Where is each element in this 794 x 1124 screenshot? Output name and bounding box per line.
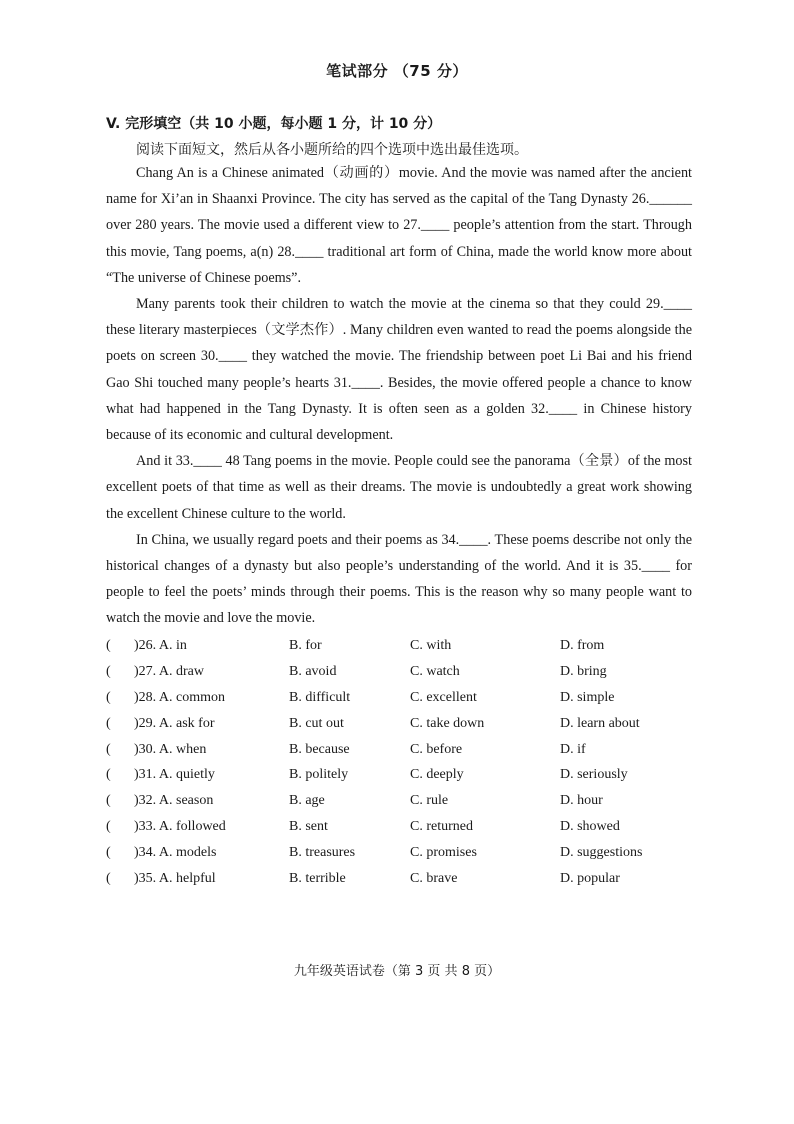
answer-blank[interactable]: (	[106, 819, 111, 835]
option-d: D. suggestions	[560, 845, 643, 861]
question-row	[106, 738, 706, 764]
passage-paragraph: Many parents took their children to watch the movie at the cinema so that they could 29.____ these literary masterpieces（文学杰作）. Many children even wanted to read the poems alongside the poets on screen 30.____ they watched the movie. The friendship between poet Li Bai and his friend Gao Shi touched many people’s hearts 31.____. Besides, the movie offered people a chance to know what had happened in the Tang Dynasty. It is often seen as a golden 32.____ in Chinese history because of its economic and cultural development.	[106, 296, 692, 444]
answer-blank[interactable]: (	[106, 767, 111, 783]
answer-blank[interactable]: (	[106, 638, 111, 653]
question-row	[106, 634, 706, 660]
question-row	[106, 867, 706, 893]
passage-paragraph: And it 33.____ 48 Tang poems in the movie. People could see the panorama（全景）of the most excellent poets of that time as well as their dreams. The movie is undoubtedly a great work showing the excellent Chinese culture to the world.	[106, 453, 692, 522]
option-c: C. promises	[410, 845, 477, 861]
answer-blank[interactable]: (	[106, 741, 111, 757]
option-a: )32. A. season	[134, 793, 214, 809]
section-title: V. 完形填空（共 10 小题，每小题 1 分，计 10 分）	[106, 116, 442, 132]
option-d: D. simple	[560, 689, 615, 705]
answer-blank[interactable]: (	[106, 689, 111, 705]
option-d: D. learn about	[560, 715, 640, 731]
option-b: B. because	[289, 741, 350, 757]
question-row	[106, 712, 706, 738]
option-c: C. with	[410, 638, 452, 653]
option-b: B. difficult	[289, 689, 351, 705]
option-d: D. popular	[560, 871, 620, 887]
option-b: B. age	[289, 793, 325, 809]
option-d: D. showed	[560, 819, 620, 835]
option-b: B. politely	[289, 767, 349, 783]
question-row	[106, 815, 706, 841]
option-a: )30. A. when	[134, 741, 207, 757]
option-c: C. returned	[410, 819, 473, 835]
option-c: C. watch	[410, 663, 460, 679]
question-row	[106, 789, 706, 815]
option-d: D. from	[560, 638, 605, 653]
question-row	[106, 841, 706, 867]
option-b: B. sent	[289, 819, 328, 835]
option-a: )29. A. ask for	[134, 715, 215, 731]
option-c: C. excellent	[410, 689, 477, 705]
option-c: C. take down	[410, 715, 485, 731]
option-d: D. hour	[560, 793, 603, 809]
option-c: C. deeply	[410, 767, 464, 783]
answer-blank[interactable]: (	[106, 845, 111, 861]
passage-paragraph: In China, we usually regard poets and their poems as 34.____. These poems describe not only the historical changes of a dynasty but also people’s understanding of the world. And it is 35.____ for people to feel the poets’ minds through their poems. This is the reason why so many people want to watch the movie and love the movie.	[106, 531, 692, 627]
option-a: )28. A. common	[134, 689, 225, 705]
option-b: B. treasures	[289, 845, 356, 861]
option-d: D. bring	[560, 663, 607, 679]
option-b: B. cut out	[289, 715, 344, 731]
question-row	[106, 660, 706, 686]
option-d: D. seriously	[560, 767, 628, 783]
answer-blank[interactable]: (	[106, 871, 111, 887]
answer-blank[interactable]: (	[106, 793, 111, 809]
question-row	[106, 763, 706, 789]
option-c: C. brave	[410, 871, 458, 887]
option-a: )27. A. draw	[134, 663, 204, 679]
cloze-passage	[106, 160, 692, 632]
option-a: )31. A. quietly	[134, 767, 215, 783]
page-footer: 九年级英语试卷（第 3 页 共 8 页）	[293, 964, 501, 979]
option-d: D. if	[560, 741, 586, 757]
option-c: C. rule	[410, 793, 449, 809]
option-c: C. before	[410, 741, 463, 757]
answer-blank[interactable]: (	[106, 715, 111, 731]
option-b: B. avoid	[289, 663, 337, 679]
question-row	[106, 686, 706, 712]
option-b: B. for	[289, 638, 322, 653]
question-options	[106, 634, 706, 893]
section-instructions: 阅读下面短文，然后从各小题所给的四个选项中选出最佳选项。	[136, 142, 528, 158]
page-title: 笔试部分 （75 分）	[326, 62, 468, 80]
option-a: )33. A. followed	[134, 819, 226, 835]
option-a: )34. A. models	[134, 845, 217, 861]
option-a: )35. A. helpful	[134, 871, 216, 887]
passage-paragraph: Chang An is a Chinese animated（动画的）movie. And the movie was named after the ancient name for Xi’an in Shaanxi Province. The city has served as the capital of the Tang Dynasty 26.______ over 280 years. The movie used a different view to 27.____ people’s attention from the start. Through this movie, Tang poems, a(n) 28.____ traditional art form of China, made the world know more about “The universe of Chinese poems”.	[106, 165, 692, 286]
answer-blank[interactable]: (	[106, 663, 111, 679]
option-a: )26. A. in	[134, 638, 187, 653]
option-b: B. terrible	[289, 871, 346, 887]
